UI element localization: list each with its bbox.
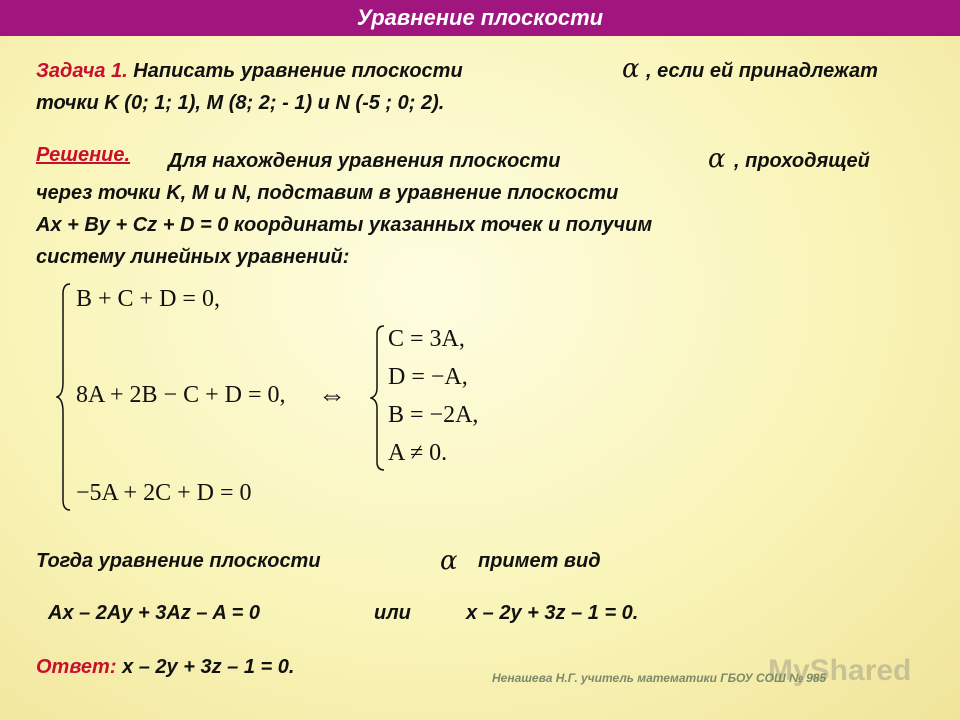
answer-label: Ответ: [36, 656, 117, 678]
solution-line-3: Ax + By + Cz + D = 0 координаты указанных точек и получим [36, 214, 653, 236]
slide-title: Уравнение плоскости [356, 5, 604, 30]
right-eq-3: B = −2A, [388, 402, 479, 428]
answer-value: x – 2y + 3z – 1 = 0. [122, 656, 295, 678]
right-eq-4: A ≠ 0. [388, 440, 448, 466]
watermark-logo: MyShared [768, 654, 912, 687]
result-eq-1: Ax – 2Ay + 3Az – A = 0 [48, 602, 260, 624]
solution-line-1: Для нахождения уравнения плоскости [168, 150, 561, 172]
left-eq-2: 8A + 2B − C + D = 0, [76, 382, 286, 408]
solution-label: Решение. [36, 144, 131, 166]
task-line-1-end: , если ей принадлежат [646, 60, 878, 82]
result-eq-2: x – 2y + 3z – 1 = 0. [466, 602, 639, 624]
slide-title-bar [0, 0, 960, 36]
solution-line-2: через точки K, M и N, подставим в уравнение плоскости [36, 182, 619, 204]
equivalence-symbol: ⇔ [318, 380, 346, 411]
footer-author: Ненашева Н.Г. учитель математики ГБОУ СОШ № 985 [492, 671, 827, 685]
right-eq-1: C = 3A, [388, 326, 465, 352]
right-eq-2: D = −A, [388, 364, 468, 390]
alpha-symbol-2: α [708, 144, 726, 174]
then-line: Тогда уравнение плоскости [36, 550, 321, 572]
task-label: Задача 1. [36, 60, 128, 82]
left-eq-3: −5A + 2C + D = 0 [76, 480, 252, 506]
alpha-symbol-1: α [622, 54, 640, 84]
answer-line [36, 652, 294, 682]
left-system-brace [56, 282, 72, 512]
solution-line-4: систему линейных уравнений: [36, 246, 350, 268]
task-line-2: точки K (0; 1; 1), M (8; 2; - 1) и N (-5 ; 0; 2). [36, 92, 445, 114]
task-line-1 [36, 56, 463, 86]
left-eq-1: B + C + D = 0, [76, 286, 220, 312]
task-text-1: Написать уравнение плоскости [133, 60, 463, 82]
then-line-end: примет вид [478, 550, 601, 572]
alpha-symbol-3: α [440, 546, 458, 576]
right-system-brace [370, 324, 386, 472]
result-or: или [374, 602, 411, 624]
solution-line-1-end: , проходящей [734, 150, 870, 172]
